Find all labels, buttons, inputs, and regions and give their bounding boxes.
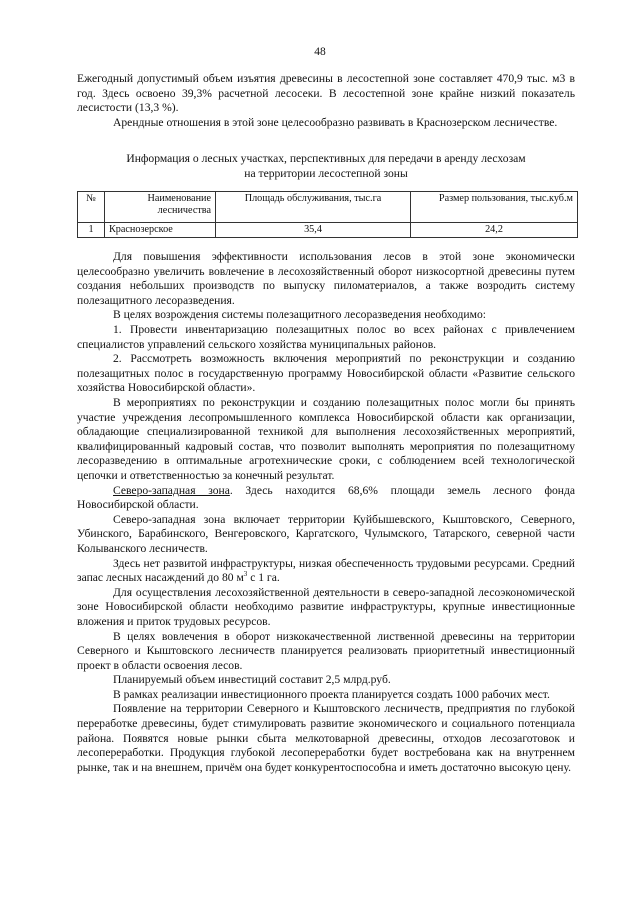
body-paragraph-4: 2. Рассмотреть возможность включения мероприятий по реконструкции и созданию полезащитных полос в государственную программу Новосибирской области «Развитие сельского хозяйства Новосибирской области». <box>77 352 575 395</box>
body-paragraph-10: В целях вовлечения в оборот низкокачественной лиственной древесины на территории Северного и Кыштовского лесничеств планируется реализовать приоритетный инвестиционный проект в области освоения лесов. <box>77 629 575 672</box>
cubic-superscript: 3 <box>243 570 248 579</box>
row-forestry-name: Краснозерское <box>105 222 216 238</box>
row-service-area: 35,4 <box>216 222 411 238</box>
zone-heading-rest: . Здесь находится 68,6% площади земель лесного фонда Новосибирской области. <box>77 483 576 512</box>
stock-text-b: с 1 га. <box>247 571 280 585</box>
body-paragraph-11: Планируемый объем инвестиций составит 2,5 млрд.руб. <box>113 673 391 687</box>
stock-text-a: Здесь нет развитой инфраструктуры, низкая обеспеченность трудовыми ресурсами. Средний запас лесных насаждений до 80 м <box>77 556 575 585</box>
body-paragraph-13: Появление на территории Северного и Кыштовского лесничеств, предприятия по глубокой переработке древесины, будет стимулировать развитие экономического и социального потенциала района. Появятся новые рынки сбыта мелкотоварной древесины, отходов лесозаготовок и лесопереработки. Продукция глубокой лесопереработки будет востребована как на внутреннем рынке, так и на внешнем, причём она будет конкурентоспособна и иметь достаточно высокую цену. <box>77 702 575 774</box>
body-paragraph-7: Северо-западная зона включает территории Куйбышевского, Кыштовского, Северного, Убинского, Барабинского, Венгеровского, Каргатского, Чулымского, Татарского, северной части Колыванского лесничеств. <box>77 512 575 555</box>
forest-plots-table <box>77 191 578 239</box>
body-paragraph-9: Для осуществления лесохозяйственной деятельности в северо-западной лесоэкономической зоне Новосибирской области необходимо развитие инфраструктуры, крупные инвестиционные вложения и приток трудовых ресурсов. <box>77 585 575 628</box>
intro-paragraph-1: Ежегодный допустимый объем изъятия древесины в лесостепной зоне составляет 470,9 тыс. м3 в год. Здесь освоено 39,3% расчетной лесосеки. В лесостепной зоне крайне низкий показатель лесистости (13,3 %). <box>77 72 575 115</box>
body-paragraph-2: В целях возрождения системы полезащитного лесоразведения необходимо: <box>113 308 486 322</box>
zone-heading: Северо-западная зона <box>113 483 230 497</box>
body-paragraph-3: 1. Провести инвентаризацию полезащитных полос во всех районах с привлечением специалистов управлений сельского хозяйства муниципальных районов. <box>77 323 575 351</box>
row-usage-volume: 24,2 <box>411 222 578 238</box>
body-paragraph-1: Для повышения эффективности использования лесов в этой зоне экономически целесообразно увеличить вовлечение в лесохозяйственный оборот низкосортной древесины путем создания небольших производств по выпуску пиломатериалов, а также возродить систему полезащитного лесоразведения. <box>77 250 575 307</box>
table-header-row <box>78 191 578 222</box>
row-number: 1 <box>78 222 105 238</box>
table-title-line-1: Информация о лесных участках, перспективных для передачи в аренду лесхозам <box>126 152 526 166</box>
intro-paragraph-2: Арендные отношения в этой зоне целесообразно развивать в Краснозерском лесничестве. <box>113 115 558 129</box>
header-usage-volume: Размер пользования, тыс.куб.м <box>411 191 578 222</box>
header-service-area: Площадь обслуживания, тыс.га <box>216 191 411 222</box>
table-row <box>78 222 578 238</box>
document-body <box>77 72 575 775</box>
page-number: 48 <box>314 46 326 58</box>
table-title-line-2: на территории лесостепной зоны <box>244 166 408 180</box>
body-paragraph-5: В мероприятиях по реконструкции и созданию полезащитных полос могли бы принять участие учреждения лесопромышленного комплекса Новосибирской области как организации, обладающие специализированной техникой для выполнения лесохозяйственных мероприятий, квалифицированный кадровый состав, что позволит выполнять мероприятия по полезащитному лесоразведению в оптимальные агротехнические сроки, с соблюдением всей технологической цепочки и ответственностью за конечный результат. <box>77 396 575 482</box>
body-paragraph-6 <box>77 484 575 513</box>
body-paragraph-8 <box>77 557 575 586</box>
header-number: № <box>78 191 105 222</box>
body-paragraph-12: В рамках реализации инвестиционного проекта планируется создать 1000 рабочих мест. <box>113 687 550 701</box>
table-title <box>77 152 575 181</box>
header-forestry-name: Наименование лесничества <box>105 191 216 222</box>
